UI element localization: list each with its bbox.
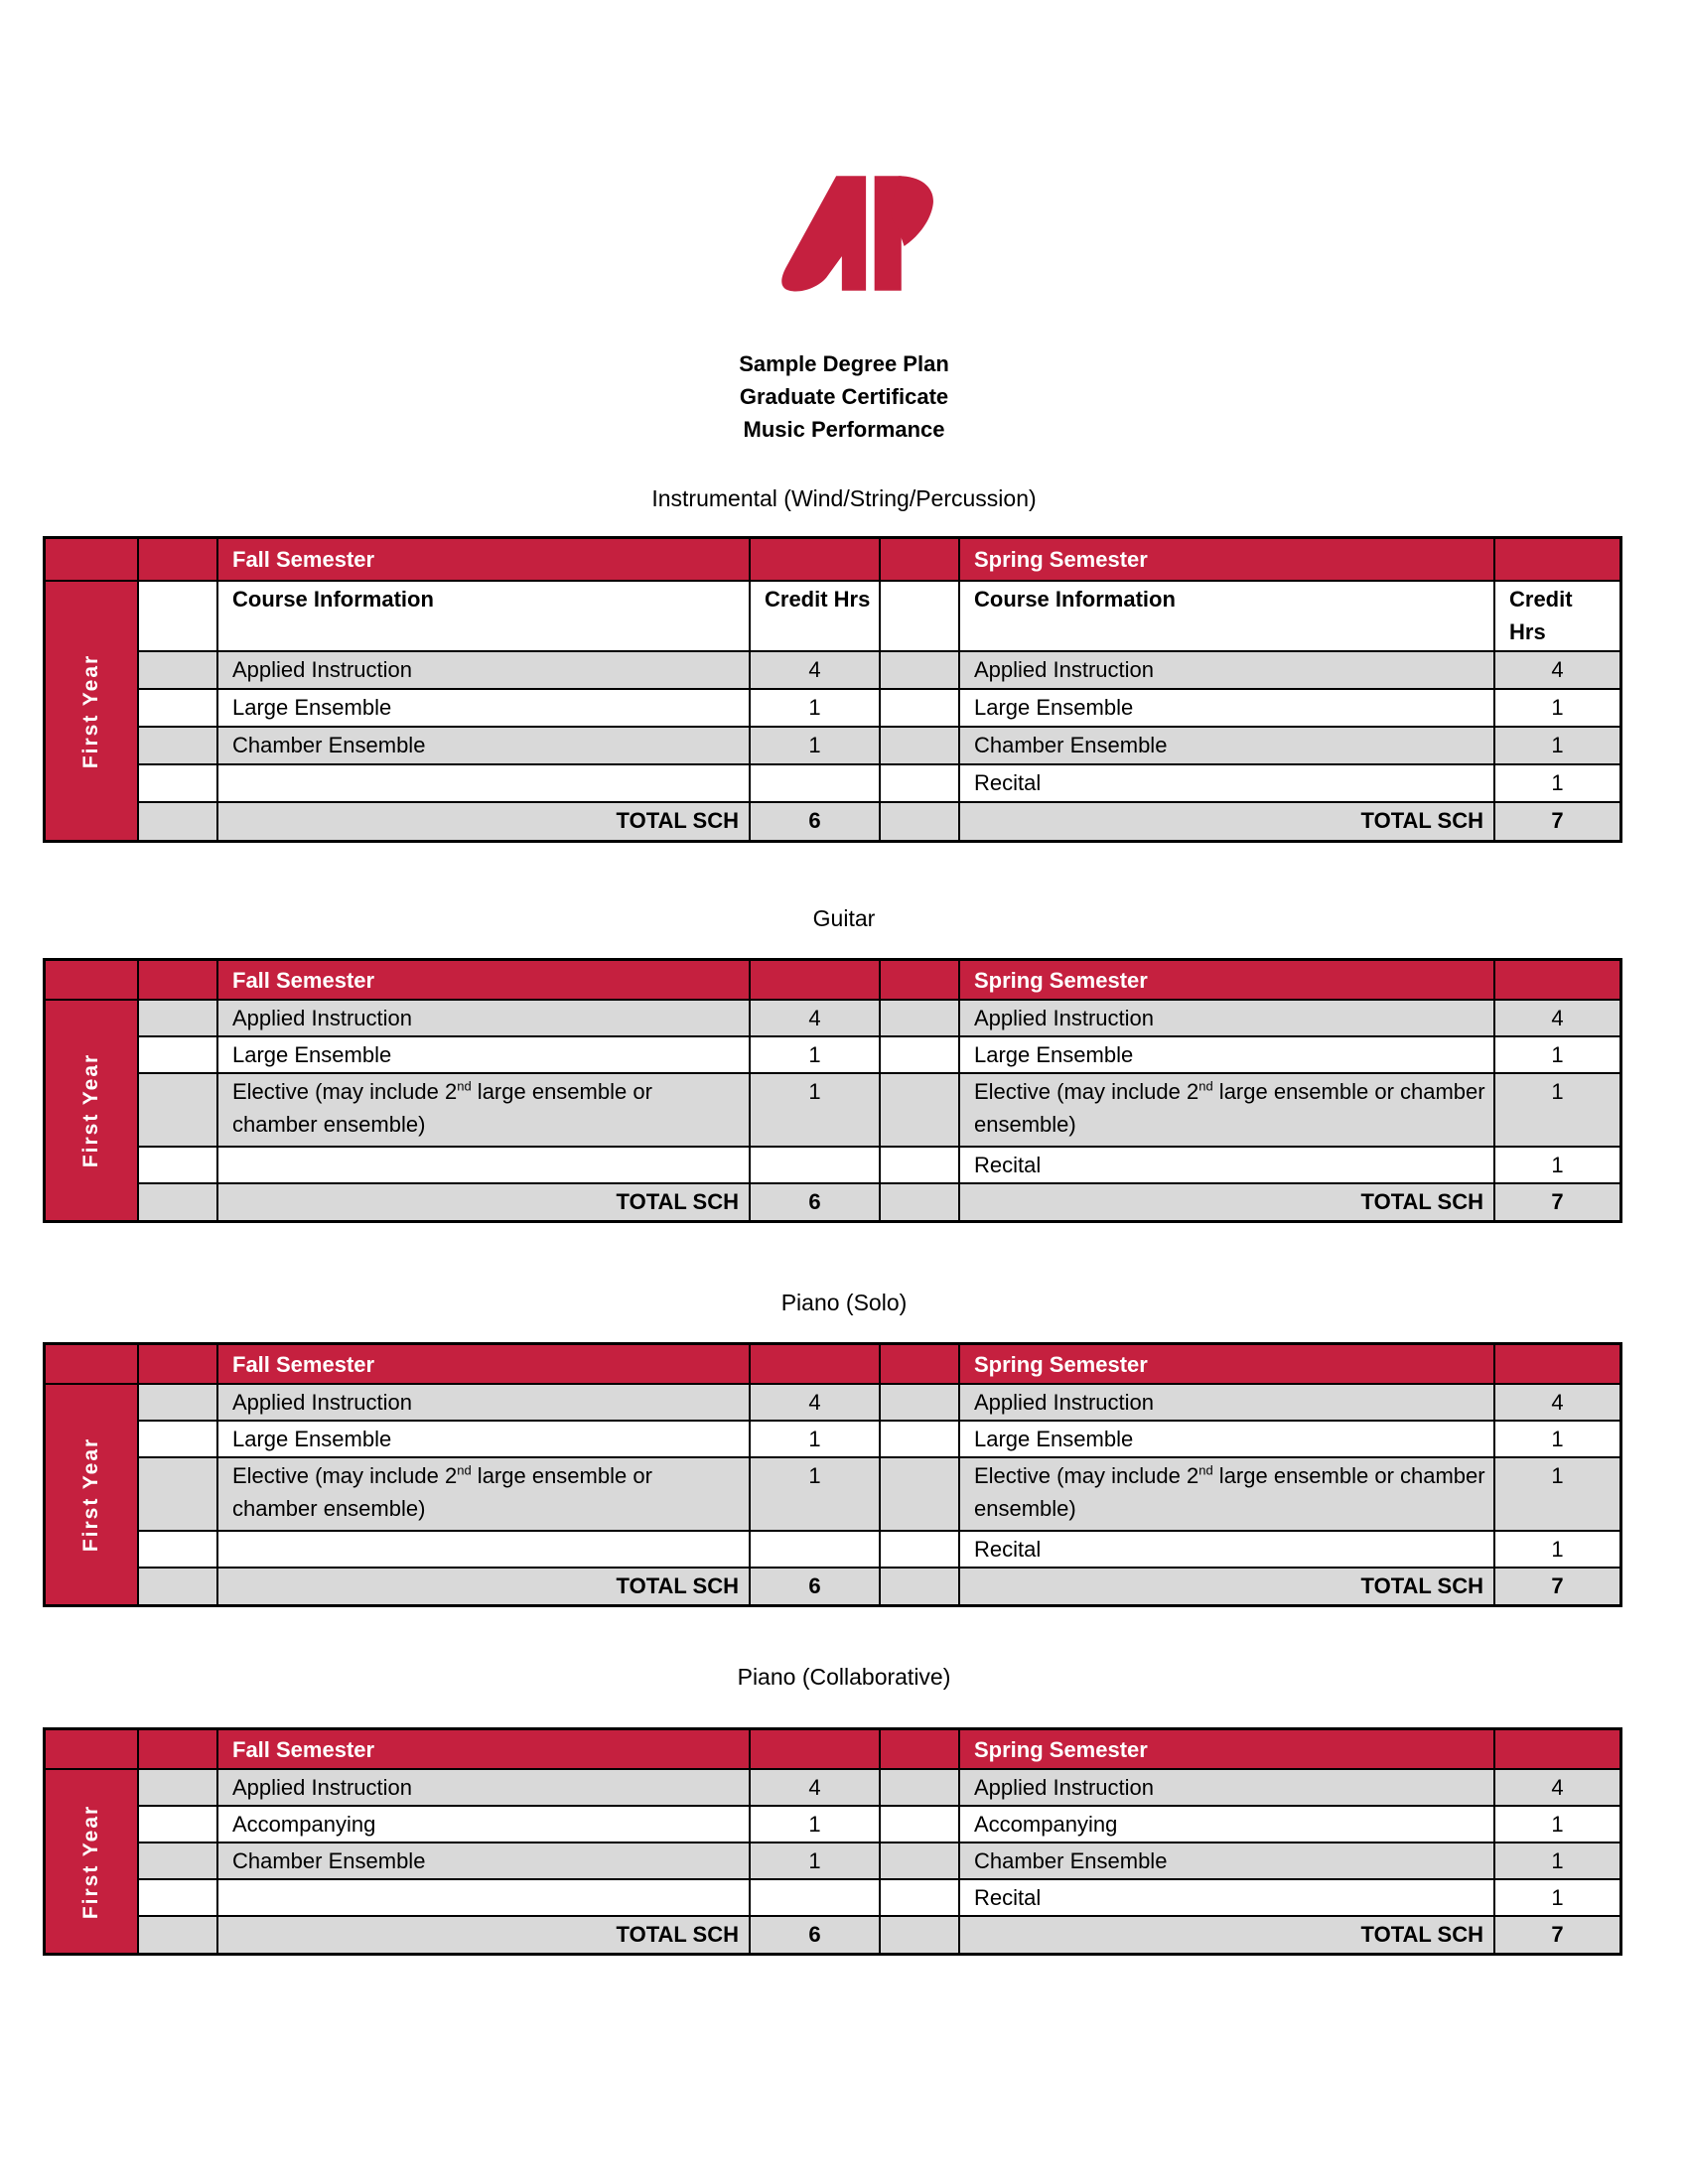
fall-credit-cell: 4 xyxy=(751,1385,879,1420)
spacer-cell xyxy=(881,1345,958,1383)
spacer-cell xyxy=(881,1730,958,1768)
spring-credit-cell: 4 xyxy=(1495,652,1619,688)
spring-credit-cell: 1 xyxy=(1495,1148,1619,1182)
logo-letter-a xyxy=(781,176,866,291)
spring-course-cell: Recital xyxy=(960,1880,1493,1915)
spacer-cell xyxy=(881,1880,958,1915)
spacer-cell xyxy=(139,1843,216,1878)
section-title: Instrumental (Wind/String/Percussion) xyxy=(651,485,1037,511)
spacer-cell xyxy=(139,961,216,999)
fall-course-cell: Applied Instruction xyxy=(218,1001,749,1035)
degree-table xyxy=(43,1342,1622,1607)
fall-credit-cell: 1 xyxy=(751,728,879,763)
spacer-cell xyxy=(1495,1345,1619,1383)
spring-credit-cell: 1 xyxy=(1495,1422,1619,1456)
spring-credit-cell: 1 xyxy=(1495,1458,1619,1530)
fall-total-value: 6 xyxy=(751,803,879,840)
spring-credit-cell: 1 xyxy=(1495,1074,1619,1146)
spring-semester-header: Spring Semester xyxy=(960,539,1493,580)
spring-total-label: TOTAL SCH xyxy=(960,1184,1493,1220)
spacer-cell xyxy=(139,1532,216,1567)
spring-credit-cell: 1 xyxy=(1495,1807,1619,1842)
spring-semester-header: Spring Semester xyxy=(960,961,1493,999)
fall-course-cell xyxy=(218,1880,749,1915)
spring-total-value: 7 xyxy=(1495,1184,1619,1220)
spacer-cell xyxy=(881,652,958,688)
spacer-cell xyxy=(139,539,216,580)
year-column-header-cell xyxy=(46,539,137,580)
section-title: Piano (Solo) xyxy=(780,1290,908,1315)
first-year-label: First Year xyxy=(79,1052,103,1168)
fall-course-cell xyxy=(218,765,749,801)
fall-credit-cell: 1 xyxy=(751,1422,879,1456)
fall-total-label: TOTAL SCH xyxy=(218,1184,749,1220)
spring-course-cell: Recital xyxy=(960,1148,1493,1182)
fall-course-cell: Applied Instruction xyxy=(218,652,749,688)
spacer-cell xyxy=(881,765,958,801)
spring-course-cell: Chamber Ensemble xyxy=(960,728,1493,763)
spring-course-cell: Elective (may include 2nd large ensemble or chamber ensemble) xyxy=(960,1458,1493,1530)
spring-course-cell: Applied Instruction xyxy=(960,1001,1493,1035)
first-year-label-cell xyxy=(46,1385,137,1604)
spacer-cell xyxy=(881,1917,958,1953)
spacer-cell xyxy=(881,961,958,999)
fall-semester-header: Fall Semester xyxy=(218,961,749,999)
spring-total-value: 7 xyxy=(1495,803,1619,840)
spacer-cell xyxy=(139,765,216,801)
spacer-cell xyxy=(139,1569,216,1604)
first-year-label-cell xyxy=(46,1001,137,1220)
spacer-cell xyxy=(881,539,958,580)
year-column-header-cell xyxy=(46,1730,137,1768)
spacer-cell xyxy=(881,582,958,650)
fall-total-value: 6 xyxy=(751,1569,879,1604)
spacer-cell xyxy=(139,1422,216,1456)
spacer-cell xyxy=(1495,961,1619,999)
fall-semester-header: Fall Semester xyxy=(218,1730,749,1768)
spacer-cell xyxy=(881,1843,958,1878)
fall-credit-cell: 4 xyxy=(751,1001,879,1035)
fall-total-label: TOTAL SCH xyxy=(218,803,749,840)
spacer-cell xyxy=(881,690,958,726)
fall-credit-cell: 1 xyxy=(751,690,879,726)
fall-credit-hrs-header: Credit Hrs xyxy=(751,582,879,650)
fall-credit-cell: 1 xyxy=(751,1843,879,1878)
fall-credit-cell xyxy=(751,1148,879,1182)
degree-table xyxy=(43,958,1622,1223)
spacer-cell xyxy=(881,1037,958,1072)
first-year-label: First Year xyxy=(79,1436,103,1553)
spacer-cell xyxy=(751,539,879,580)
spring-credit-cell: 4 xyxy=(1495,1385,1619,1420)
spring-total-label: TOTAL SCH xyxy=(960,803,1493,840)
spring-total-value: 7 xyxy=(1495,1917,1619,1953)
fall-course-info-header: Course Information xyxy=(218,582,749,650)
spacer-cell xyxy=(881,1770,958,1805)
spacer-cell xyxy=(139,690,216,726)
spring-credit-cell: 1 xyxy=(1495,1843,1619,1878)
fall-credit-cell: 4 xyxy=(751,652,879,688)
degree-table xyxy=(43,1727,1622,1956)
fall-course-cell: Chamber Ensemble xyxy=(218,728,749,763)
spring-course-cell: Large Ensemble xyxy=(960,1422,1493,1456)
spacer-cell xyxy=(139,582,216,650)
spacer-cell xyxy=(881,728,958,763)
spring-course-cell: Recital xyxy=(960,765,1493,801)
first-year-label-cell xyxy=(46,582,137,840)
heading-line-2: Graduate Certificate xyxy=(739,384,949,409)
spacer-cell xyxy=(139,1148,216,1182)
ap-monogram-logo-icon xyxy=(753,169,935,298)
spacer-cell xyxy=(881,1001,958,1035)
degree-table xyxy=(43,536,1622,843)
fall-total-label: TOTAL SCH xyxy=(218,1569,749,1604)
fall-course-cell: Elective (may include 2nd large ensemble or chamber ensemble) xyxy=(218,1458,749,1530)
section-title: Piano (Collaborative) xyxy=(737,1664,951,1690)
spring-total-value: 7 xyxy=(1495,1569,1619,1604)
spring-credit-cell: 1 xyxy=(1495,765,1619,801)
spring-total-label: TOTAL SCH xyxy=(960,1569,1493,1604)
spacer-cell xyxy=(1495,1730,1619,1768)
fall-credit-cell xyxy=(751,1532,879,1567)
fall-semester-header: Fall Semester xyxy=(218,539,749,580)
spring-course-cell: Chamber Ensemble xyxy=(960,1843,1493,1878)
spacer-cell xyxy=(139,652,216,688)
spacer-cell xyxy=(139,1345,216,1383)
fall-semester-header: Fall Semester xyxy=(218,1345,749,1383)
spacer-cell xyxy=(139,1037,216,1072)
spacer-cell xyxy=(139,1807,216,1842)
fall-course-cell: Large Ensemble xyxy=(218,690,749,726)
spacer-cell xyxy=(881,1807,958,1842)
spacer-cell xyxy=(139,1880,216,1915)
spring-course-cell: Large Ensemble xyxy=(960,1037,1493,1072)
fall-credit-cell: 1 xyxy=(751,1458,879,1530)
spacer-cell xyxy=(881,1385,958,1420)
spacer-cell xyxy=(139,1458,216,1530)
fall-course-cell: Accompanying xyxy=(218,1807,749,1842)
spring-course-cell: Applied Instruction xyxy=(960,652,1493,688)
fall-course-cell: Elective (may include 2nd large ensemble or chamber ensemble) xyxy=(218,1074,749,1146)
heading-line-1: Sample Degree Plan xyxy=(739,351,949,376)
fall-credit-cell xyxy=(751,765,879,801)
spring-credit-hrs-header: Credit Hrs xyxy=(1495,582,1619,650)
fall-course-cell: Large Ensemble xyxy=(218,1037,749,1072)
spacer-cell xyxy=(881,1458,958,1530)
year-column-header-cell xyxy=(46,1345,137,1383)
spacer-cell xyxy=(881,1074,958,1146)
fall-course-cell: Applied Instruction xyxy=(218,1385,749,1420)
spring-credit-cell: 4 xyxy=(1495,1001,1619,1035)
spacer-cell xyxy=(139,1184,216,1220)
spacer-cell xyxy=(139,1730,216,1768)
spring-course-cell: Applied Instruction xyxy=(960,1770,1493,1805)
spacer-cell xyxy=(139,1917,216,1953)
spring-semester-header: Spring Semester xyxy=(960,1345,1493,1383)
spacer-cell xyxy=(139,1385,216,1420)
spring-credit-cell: 1 xyxy=(1495,1532,1619,1567)
fall-total-value: 6 xyxy=(751,1917,879,1953)
spacer-cell xyxy=(139,728,216,763)
spacer-cell xyxy=(881,803,958,840)
spacer-cell xyxy=(139,803,216,840)
spring-course-cell: Recital xyxy=(960,1532,1493,1567)
year-column-header-cell xyxy=(46,961,137,999)
spacer-cell xyxy=(139,1074,216,1146)
first-year-label-cell xyxy=(46,1770,137,1953)
spring-credit-cell: 1 xyxy=(1495,690,1619,726)
spring-credit-cell: 1 xyxy=(1495,728,1619,763)
fall-course-cell: Large Ensemble xyxy=(218,1422,749,1456)
fall-total-value: 6 xyxy=(751,1184,879,1220)
spring-course-info-header: Course Information xyxy=(960,582,1493,650)
fall-course-cell xyxy=(218,1148,749,1182)
spring-credit-cell: 1 xyxy=(1495,1037,1619,1072)
fall-course-cell: Applied Instruction xyxy=(218,1770,749,1805)
fall-credit-cell: 1 xyxy=(751,1074,879,1146)
spacer-cell xyxy=(751,961,879,999)
spring-credit-cell: 1 xyxy=(1495,1880,1619,1915)
spring-credit-cell: 4 xyxy=(1495,1770,1619,1805)
fall-credit-cell: 1 xyxy=(751,1037,879,1072)
spacer-cell xyxy=(751,1345,879,1383)
fall-credit-cell xyxy=(751,1880,879,1915)
first-year-label: First Year xyxy=(79,653,103,768)
fall-course-cell xyxy=(218,1532,749,1567)
spring-total-label: TOTAL SCH xyxy=(960,1917,1493,1953)
spring-course-cell: Applied Instruction xyxy=(960,1385,1493,1420)
fall-course-cell: Chamber Ensemble xyxy=(218,1843,749,1878)
spacer-cell xyxy=(881,1422,958,1456)
fall-total-label: TOTAL SCH xyxy=(218,1917,749,1953)
spring-course-cell: Accompanying xyxy=(960,1807,1493,1842)
first-year-label: First Year xyxy=(79,1804,103,1919)
spacer-cell xyxy=(139,1001,216,1035)
spacer-cell xyxy=(881,1184,958,1220)
spring-semester-header: Spring Semester xyxy=(960,1730,1493,1768)
heading-line-3: Music Performance xyxy=(743,417,945,442)
spacer-cell xyxy=(881,1532,958,1567)
spacer-cell xyxy=(751,1730,879,1768)
document-heading xyxy=(0,347,1688,446)
spacer-cell xyxy=(1495,539,1619,580)
spacer-cell xyxy=(139,1770,216,1805)
spacer-cell xyxy=(881,1569,958,1604)
spacer-cell xyxy=(881,1148,958,1182)
spring-course-cell: Large Ensemble xyxy=(960,690,1493,726)
fall-credit-cell: 1 xyxy=(751,1807,879,1842)
spring-course-cell: Elective (may include 2nd large ensemble or chamber ensemble) xyxy=(960,1074,1493,1146)
section-title: Guitar xyxy=(812,905,876,931)
fall-credit-cell: 4 xyxy=(751,1770,879,1805)
